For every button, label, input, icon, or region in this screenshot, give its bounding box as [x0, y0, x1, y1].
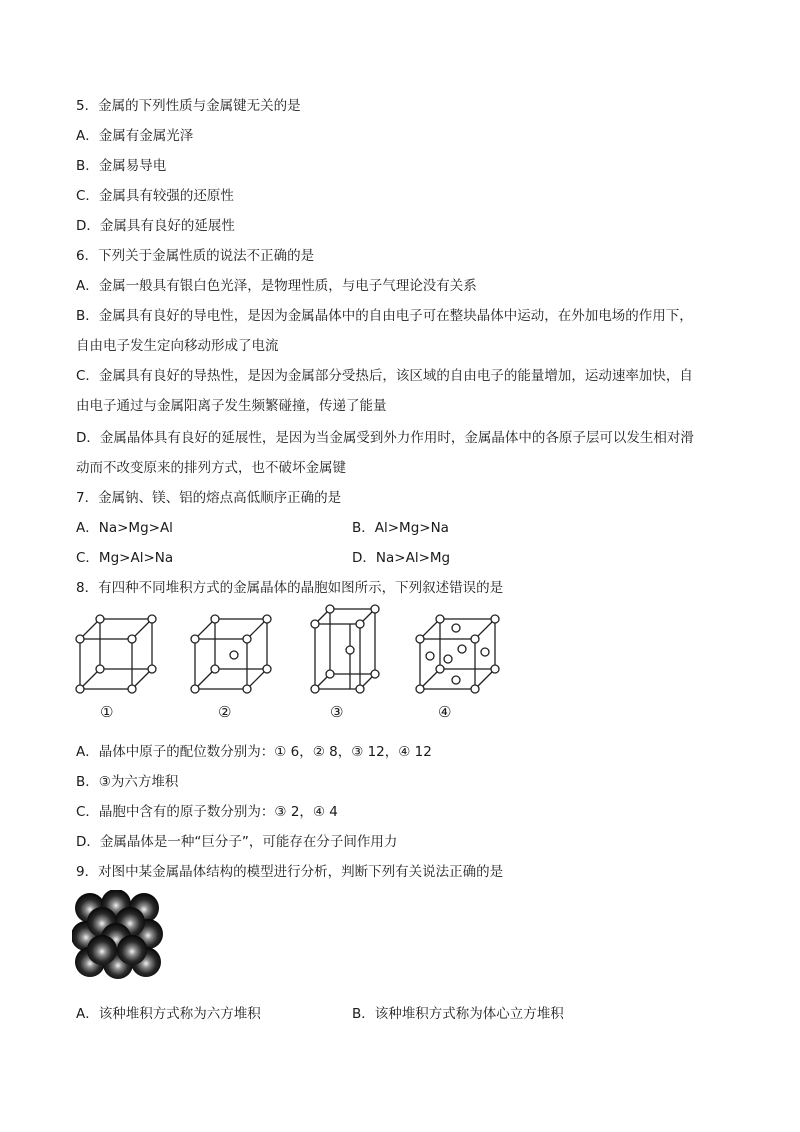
unit-cell-hexagonal	[311, 605, 379, 693]
figure-label-1: ①	[100, 703, 114, 721]
sphere-packing-model	[72, 890, 168, 980]
q9-option-b: B．该种堆积方式称为体心立方堆积	[352, 1006, 564, 1022]
q7-option-d: D．Na>Al>Mg	[352, 550, 451, 566]
unit-cell-bcc	[191, 615, 271, 693]
q7-option-b: B．Al>Mg>Na	[352, 520, 449, 536]
q8-option-d: D．金属晶体是一种“巨分子”，可能存在分子间作用力	[76, 834, 398, 850]
figure-label-2: ②	[218, 703, 232, 721]
unit-cell-simple-cubic	[76, 615, 156, 693]
figure-label-4: ④	[438, 703, 452, 721]
q8-option-b: B．③为六方堆积	[76, 774, 179, 790]
q8-option-a: A．晶体中原子的配位数分别为：① 6，② 8，③ 12，④ 12	[76, 744, 432, 760]
unit-cell-fcc	[416, 615, 499, 693]
q9-option-a: A．该种堆积方式称为六方堆积	[76, 1006, 261, 1022]
q7-option-a: A．Na>Mg>Al	[76, 520, 173, 536]
q7-option-c: C．Mg>Al>Na	[76, 550, 174, 566]
unit-cell-figures	[70, 604, 510, 724]
q6-option-c-line1: C．金属具有良好的导热性，是因为金属部分受热后，该区域的自由电子的能量增加，运动速率加快，自	[76, 368, 693, 384]
q6-option-a: A．金属一般具有银白色光泽，是物理性质，与电子气理论没有关系	[76, 278, 477, 294]
q5-option-b: B．金属易导电	[76, 158, 167, 174]
q6-option-d-line1: D．金属晶体具有良好的延展性，是因为当金属受到外力作用时，金属晶体中的各原子层可以发生相对滑	[76, 430, 694, 446]
q5-stem: 5．金属的下列性质与金属键无关的是	[76, 98, 301, 114]
figure-label-3: ③	[330, 703, 344, 721]
q6-option-b-line2: 自由电子发生定向移动形成了电流	[76, 338, 279, 354]
q5-option-d: D．金属具有良好的延展性	[76, 218, 235, 234]
q8-option-c: C．晶胞中含有的原子数分别为：③ 2，④ 4	[76, 804, 338, 820]
q6-stem: 6．下列关于金属性质的说法不正确的是	[76, 248, 315, 264]
q8-stem: 8．有四种不同堆积方式的金属晶体的晶胞如图所示，下列叙述错误的是	[76, 580, 504, 596]
q6-option-d-line2: 动而不改变原来的排列方式，也不破坏金属键	[76, 460, 346, 476]
q7-stem: 7．金属钠、镁、铝的熔点高低顺序正确的是	[76, 490, 342, 506]
q9-stem: 9．对图中某金属晶体结构的模型进行分析，判断下列有关说法正确的是	[76, 864, 504, 880]
q5-option-a: A．金属有金属光泽	[76, 128, 194, 144]
q6-option-b-line1: B．金属具有良好的导电性，是因为金属晶体中的自由电子可在整块晶体中运动，在外加电场的作用下，	[76, 308, 693, 324]
q6-option-c-line2: 由电子通过与金属阳离子发生频繁碰撞，传递了能量	[76, 398, 387, 414]
q5-option-c: C．金属具有较强的还原性	[76, 188, 234, 204]
